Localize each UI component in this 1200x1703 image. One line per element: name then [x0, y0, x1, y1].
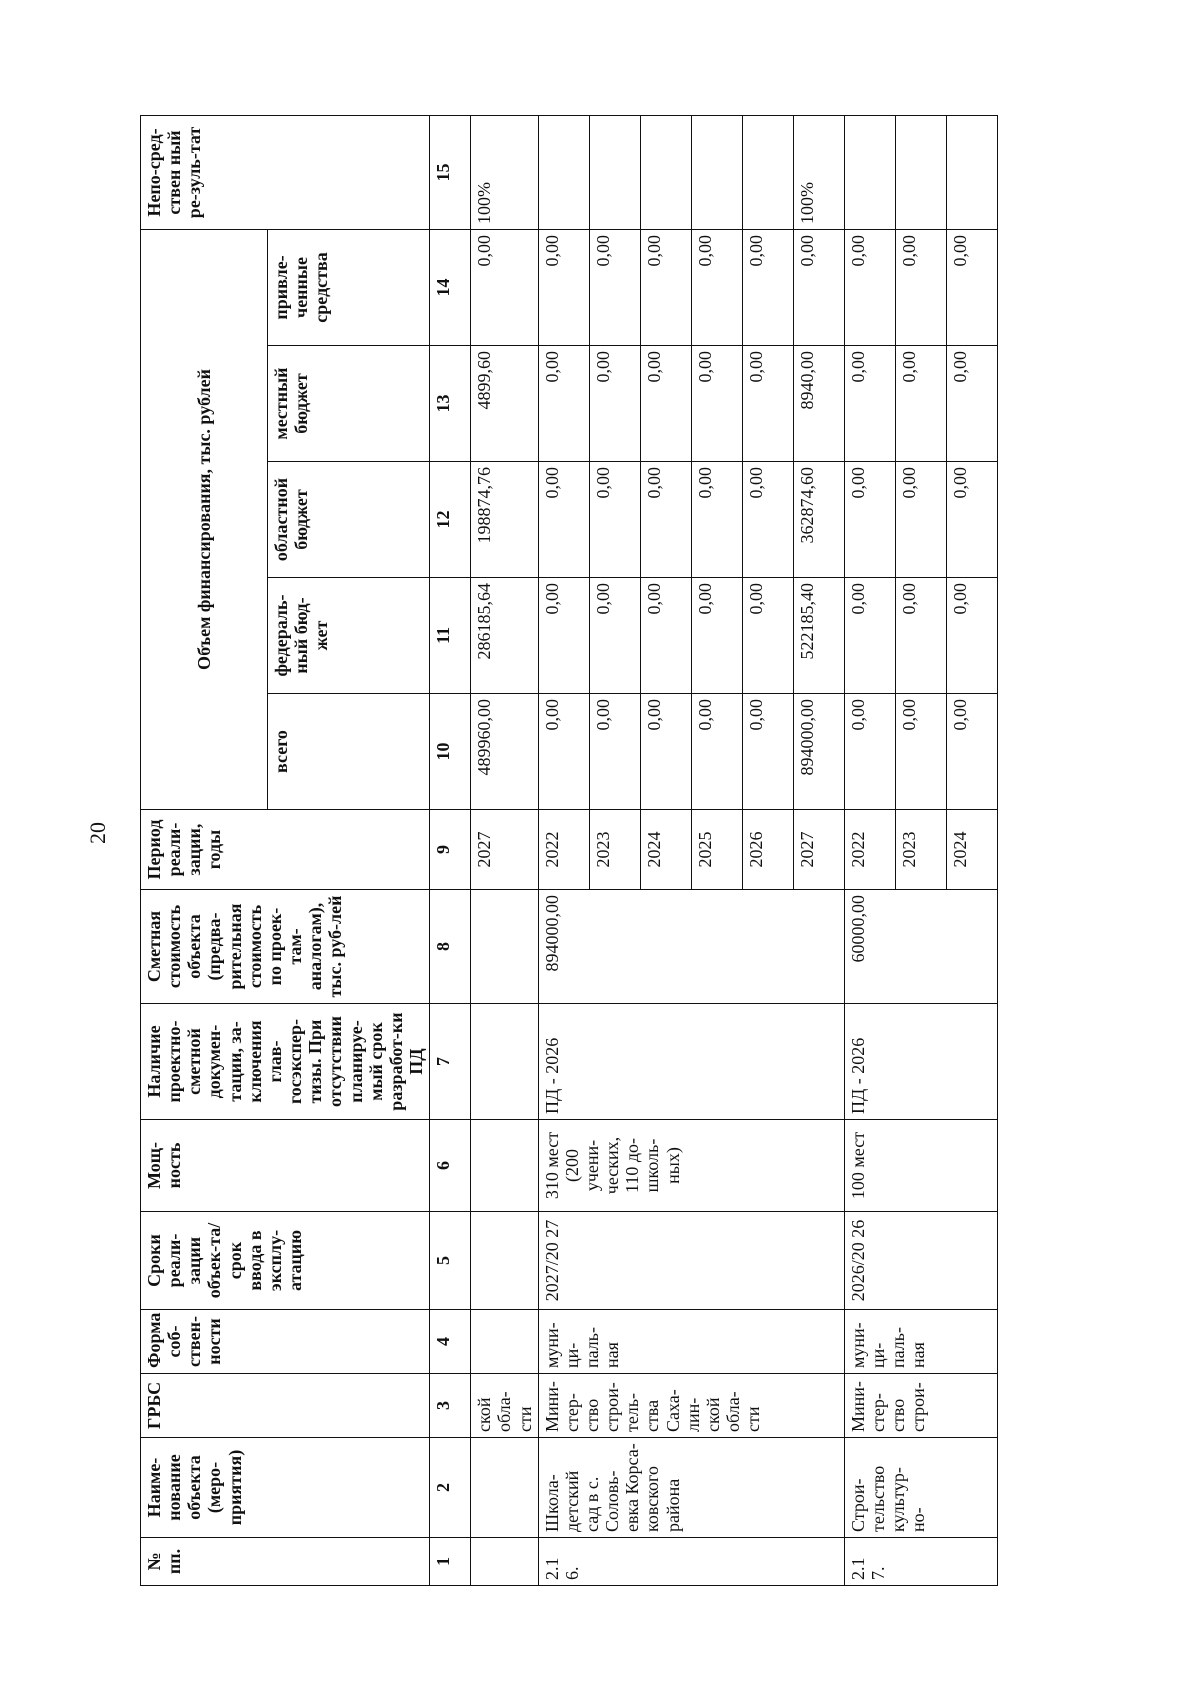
cell-pd: ПД - 2026: [538, 1004, 844, 1120]
cell-local: 4899,60: [471, 346, 538, 462]
cell-regional: 0,00: [538, 462, 589, 578]
cell-result: [538, 115, 589, 229]
header-capacity: Мощ-ность: [141, 1120, 430, 1212]
header-result: Непо-сред-ствен ный ре-зуль-тат: [141, 115, 430, 229]
cell-result: 100%: [793, 115, 844, 229]
cell-result: [589, 115, 640, 229]
cell-local: 0,00: [946, 346, 997, 462]
cell-cost: [471, 890, 538, 1004]
cell-year: 2025: [691, 810, 742, 890]
cell-year: 2024: [640, 810, 691, 890]
cell-total: 0,00: [946, 694, 997, 810]
cell-name: [471, 1438, 538, 1538]
cell-federal: 0,00: [691, 578, 742, 694]
cell-year: 2023: [895, 810, 946, 890]
column-number-row: [430, 115, 471, 1585]
cell-attracted: 0,00: [538, 229, 589, 345]
col-number: 15: [430, 115, 471, 229]
col-number: 9: [430, 810, 471, 890]
cell-attracted: 0,00: [844, 229, 895, 345]
col-number: 10: [430, 694, 471, 810]
cell-attracted: 0,00: [793, 229, 844, 345]
header-pd: Наличие проектно-сметной докумен-тации, за-ключения глав-госэкспер-тизы. При отсутствии планируе-мый срок разработ-ки ПД: [141, 1004, 430, 1120]
rotated-table-container: [140, 116, 1095, 1586]
cell-year: 2026: [742, 810, 793, 890]
cell-ownership: [471, 1310, 538, 1374]
cell-num: [471, 1538, 538, 1586]
cell-federal: 0,00: [742, 578, 793, 694]
page-number: 20: [85, 822, 110, 844]
header-name: Наиме-нование объекта (меро-приятия): [141, 1438, 430, 1538]
cell-terms: [471, 1212, 538, 1310]
header-terms: Сроки реали-зации объек-та/срок ввода в эксплу-атацию: [141, 1212, 430, 1310]
cell-attracted: 0,00: [471, 229, 538, 345]
cell-total: 0,00: [589, 694, 640, 810]
cell-grbs: Мини-стер-ство строи-тель-ства Саха-лин-ской обла-сти: [538, 1374, 844, 1438]
col-number: 6: [430, 1120, 471, 1212]
cell-total: 0,00: [640, 694, 691, 810]
cell-result: [946, 115, 997, 229]
table-row: [538, 115, 589, 1585]
cell-ownership: муни-ци-паль-ная: [844, 1310, 997, 1374]
col-number: 1: [430, 1538, 471, 1586]
col-number: 4: [430, 1310, 471, 1374]
cell-num: 2.1 6.: [538, 1538, 844, 1586]
header-regional: областной бюджет: [268, 462, 430, 578]
cell-result: [640, 115, 691, 229]
carry-over-row: [471, 115, 538, 1585]
cell-result: [895, 115, 946, 229]
header-attracted: привле-ченные средства: [268, 229, 430, 345]
header-financing: Объем финансирования, тыс. рублей: [141, 229, 268, 809]
cell-federal: 0,00: [946, 578, 997, 694]
col-number: 7: [430, 1004, 471, 1120]
cell-federal: 522185,40: [793, 578, 844, 694]
cell-regional: 0,00: [742, 462, 793, 578]
cell-total: 489960,00: [471, 694, 538, 810]
cell-capacity: [471, 1120, 538, 1212]
cell-num: 2.1 7.: [844, 1538, 997, 1586]
cell-cost: 894000,00: [538, 890, 844, 1004]
cell-grbs: Мини-стер-ство строи-: [844, 1374, 997, 1438]
cell-attracted: 0,00: [691, 229, 742, 345]
cell-total: 0,00: [742, 694, 793, 810]
cell-cost: 60000,00: [844, 890, 997, 1004]
col-number: 11: [430, 578, 471, 694]
header-federal: федераль-ный бюд-жет: [268, 578, 430, 694]
cell-year: 2023: [589, 810, 640, 890]
col-number: 14: [430, 229, 471, 345]
cell-regional: 0,00: [691, 462, 742, 578]
col-number: 3: [430, 1374, 471, 1438]
cell-federal: 0,00: [895, 578, 946, 694]
cell-result: [742, 115, 793, 229]
cell-year: 2027: [471, 810, 538, 890]
cell-name: Строи-тельство культур-но-: [844, 1438, 997, 1538]
cell-attracted: 0,00: [589, 229, 640, 345]
cell-federal: 0,00: [538, 578, 589, 694]
cell-attracted: 0,00: [640, 229, 691, 345]
cell-local: 0,00: [742, 346, 793, 462]
col-number: 12: [430, 462, 471, 578]
cell-local: 8940,00: [793, 346, 844, 462]
header-row: [141, 115, 268, 1585]
cell-capacity: 310 мест (200 учени-ческих, 110 до-школь-ных): [538, 1120, 844, 1212]
cell-regional: 0,00: [895, 462, 946, 578]
cell-local: 0,00: [589, 346, 640, 462]
cell-federal: 286185,64: [471, 578, 538, 694]
header-period: Период реали-зации, годы: [141, 810, 430, 890]
cell-year: 2027: [793, 810, 844, 890]
cell-total: 894000,00: [793, 694, 844, 810]
cell-pd: ПД - 2026: [844, 1004, 997, 1120]
cell-year: 2022: [538, 810, 589, 890]
financing-table: [140, 115, 998, 1586]
header-num: № пп.: [141, 1538, 430, 1586]
col-number: 2: [430, 1438, 471, 1538]
cell-attracted: 0,00: [895, 229, 946, 345]
cell-regional: 362874,60: [793, 462, 844, 578]
cell-local: 0,00: [640, 346, 691, 462]
cell-federal: 0,00: [589, 578, 640, 694]
cell-terms: 2027/20 27: [538, 1212, 844, 1310]
col-number: 5: [430, 1212, 471, 1310]
header-ownership: Форма соб-ствен-ности: [141, 1310, 430, 1374]
col-number: 8: [430, 890, 471, 1004]
header-cost: Сметная стоимость объекта (предва-рительная стоимость по проек-там-аналогам), тыс. руб-лей: [141, 890, 430, 1004]
cell-result: [691, 115, 742, 229]
cell-result: 100%: [471, 115, 538, 229]
table-row: [844, 115, 895, 1585]
cell-year: 2022: [844, 810, 895, 890]
cell-year: 2024: [946, 810, 997, 890]
cell-federal: 0,00: [844, 578, 895, 694]
cell-local: 0,00: [538, 346, 589, 462]
cell-attracted: 0,00: [946, 229, 997, 345]
cell-regional: 0,00: [844, 462, 895, 578]
header-total: всего: [268, 694, 430, 810]
cell-regional: 0,00: [589, 462, 640, 578]
cell-total: 0,00: [844, 694, 895, 810]
cell-regional: 198874,76: [471, 462, 538, 578]
cell-attracted: 0,00: [742, 229, 793, 345]
header-local: местный бюджет: [268, 346, 430, 462]
cell-grbs: ской обла-сти: [471, 1374, 538, 1438]
col-number: 13: [430, 346, 471, 462]
cell-total: 0,00: [691, 694, 742, 810]
cell-result: [844, 115, 895, 229]
cell-pd: [471, 1004, 538, 1120]
header-grbs: ГРБС: [141, 1374, 430, 1438]
cell-federal: 0,00: [640, 578, 691, 694]
cell-capacity: 100 мест: [844, 1120, 997, 1212]
cell-local: 0,00: [895, 346, 946, 462]
cell-total: 0,00: [895, 694, 946, 810]
cell-regional: 0,00: [946, 462, 997, 578]
cell-regional: 0,00: [640, 462, 691, 578]
cell-ownership: муни-ци-паль-ная: [538, 1310, 844, 1374]
cell-terms: 2026/20 26: [844, 1212, 997, 1310]
cell-local: 0,00: [691, 346, 742, 462]
cell-local: 0,00: [844, 346, 895, 462]
cell-name: Школа-детский сад в с. Соловь-евка Корса-ковского района: [538, 1438, 844, 1538]
cell-total: 0,00: [538, 694, 589, 810]
